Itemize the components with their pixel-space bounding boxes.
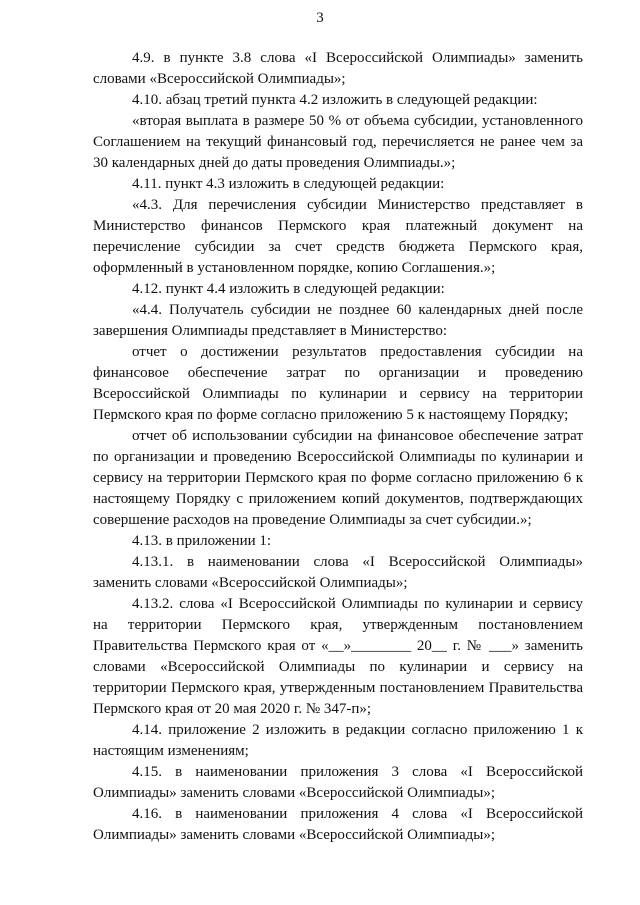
paragraph-4-13-1: 4.13.1. в наименовании слова «I Всероссийской Олимпиады» заменить словами «Всероссийской Олимпиады»;	[93, 554, 583, 591]
paragraph-4-11: 4.11. пункт 4.3 изложить в следующей редакции:	[132, 176, 445, 192]
paragraph-4-15: 4.15. в наименовании приложения 3 слова «I Всероссийской Олимпиады» заменить словами «Всероссийской Олимпиады»;	[93, 764, 583, 801]
paragraph-report-usage: отчет об использовании субсидии на финансовое обеспечение затрат по организации и проведению Всероссийской Олимпиады по кулинарии и сервису на территории Пермского края по форме согласно приложению 6 к настоящему Порядку с приложением копий документов, подтверждающих совершение расходов на проведение Олимпиады за счет субсидии.»;	[93, 428, 583, 528]
paragraph-4-16: 4.16. в наименовании приложения 4 слова «I Всероссийской Олимпиады» заменить словами «Всероссийской Олимпиады»;	[93, 806, 583, 843]
page-number: 3	[316, 10, 324, 26]
paragraph-report-results: отчет о достижении результатов предоставления субсидии на финансовое обеспечение затрат по организации и проведению Всероссийской Олимпиады по кулинарии и сервису на территории Пермского края по форме согласно приложению 5 к настоящему Порядку;	[93, 344, 583, 423]
paragraph-4-13-2: 4.13.2. слова «I Всероссийской Олимпиады по кулинарии и сервису на территории Пермского края, утвержденным постановлением Правительства Пермского края от «__»________ 20__ г. № ___» заменить словами «Всероссийской Олимпиады по кулинарии и сервису на территории Пермского края, утвержденным постановлением Правительства Пермского края от 20 мая 2020 г. № 347-п»;	[93, 596, 583, 717]
paragraph-4-12-text: «4.4. Получатель субсидии не позднее 60 календарных дней после завершения Олимпиады представляет в Министерство:	[93, 302, 583, 339]
paragraph-4-10-text: «вторая выплата в размере 50 % от объема субсидии, установленного Соглашением на текущий финансовый год, перечисляется не ранее чем за 30 календарных дней до даты проведения Олимпиады.»;	[93, 113, 583, 171]
paragraph-4-14: 4.14. приложение 2 изложить в редакции согласно приложению 1 к настоящим изменениям;	[93, 722, 583, 759]
paragraph-4-9: 4.9. в пункте 3.8 слова «I Всероссийской Олимпиады» заменить словами «Всероссийской Олимпиады»;	[93, 50, 583, 87]
paragraph-4-11-text: «4.3. Для перечисления субсидии Министерство представляет в Министерство финансов Пермского края платежный документ на перечисление субсидии за счет средств бюджета Пермского края, оформленный в установленном порядке, копию Соглашения.»;	[93, 197, 583, 276]
paragraph-4-10: 4.10. абзац третий пункта 4.2 изложить в следующей редакции:	[132, 92, 538, 108]
paragraph-4-12: 4.12. пункт 4.4 изложить в следующей редакции:	[132, 281, 445, 297]
document-body	[93, 48, 583, 846]
paragraph-4-13: 4.13. в приложении 1:	[132, 533, 272, 549]
